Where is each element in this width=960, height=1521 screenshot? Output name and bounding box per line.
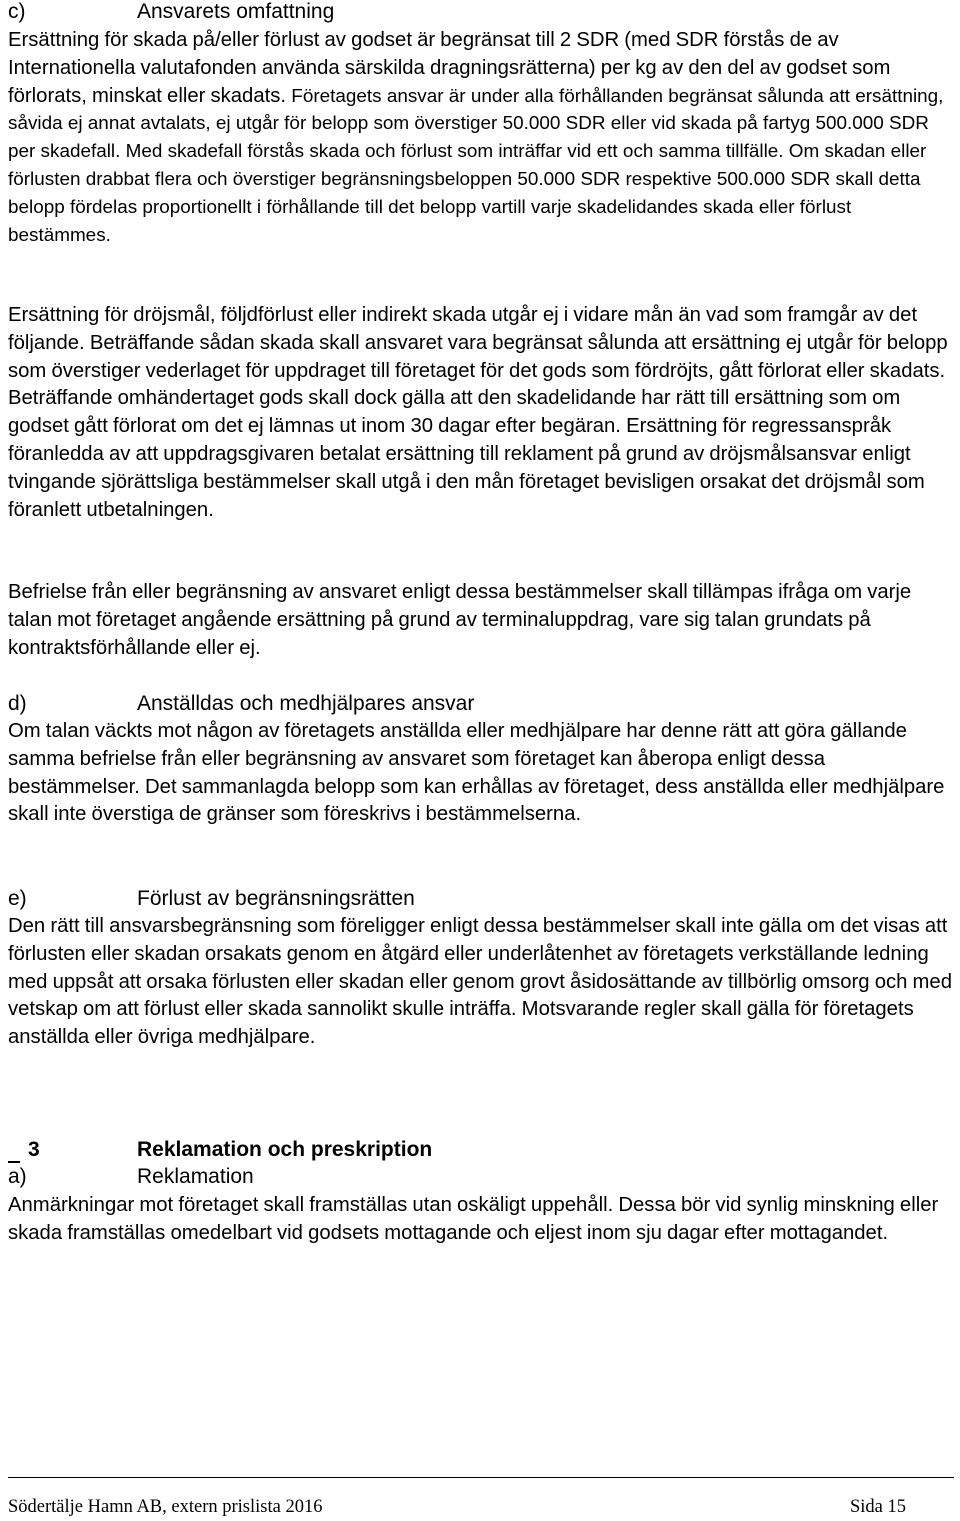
section-c-paragraph-1b: Företagets ansvar är under alla förhållanden begränsat sålunda att ersättning, såvida ej annat avtalats, ej utgår för belopp som överstiger 50.000 SDR eller vid skada på fartyg 500.000 SDR per skadefall. Med skadefall förstås skada och förlust som inträffar vid ett och samma tillfälle. Om skadan eller förlusten drabbat flera och överstiger begränsningsbeloppen 50.000 SDR respektive 500.000 SDR skall detta belopp fördelas proportionellt i förhållande till det belopp vartill varje skadelidandes skada eller förlust bestämmes. xyxy=(8,85,944,246)
section-d-number: d) xyxy=(8,692,27,715)
section-c-paragraph-1a: Ersättning för skada på/eller förlust av godset är begränsat till 2 SDR (med SDR förstås de av Internationella valutafonden använda särskilda dragningsrätterna) per kg av den del av godset som förlorats, minskat eller skadats. xyxy=(8,29,891,107)
section-3-number: 3 xyxy=(28,1138,40,1161)
section-c-paragraph-2: Ersättning för dröjsmål, följdförlust eller indirekt skada utgår ej i vidare mån än vad som framgår av det följande. Beträffande sådan skada skall ansvaret vara begränsat sålunda att ersättning ej utgår för belopp som överstiger vederlaget för uppdraget till företaget för det gods som fördröjts, gått förlorat eller skadats. Beträffande omhändertaget gods skall dock gälla att den skadelidande har rätt till ersättning som om godset gått förlorat om det ej lämnas ut inom 30 dagar efter begäran. Ersättning för regressanspråk föranledda av att uppdragsgivaren betalat ersättning till reklament på grund av dröjsmålsansvar enligt tvingande sjörättsliga bestämmelser skall utgå i den mån företaget bevisligen orsakat det dröjsmål som föranlett utbetalningen. xyxy=(8,304,948,521)
section-c-heading xyxy=(8,0,334,24)
section-d-heading xyxy=(8,692,474,716)
section-3a-number: a) xyxy=(8,1165,27,1188)
section-c-paragraph-1 xyxy=(8,27,953,249)
section-e-title: Förlust av begränsningsrätten xyxy=(137,887,415,910)
section-e-number: e) xyxy=(8,887,27,910)
section-e-paragraph: Den rätt till ansvarsbegränsning som föreligger enligt dessa bestämmelser skall inte gälla om det visas att förlusten eller skadan orsakats genom en åtgärd eller underlåtenhet av företagets verkställande ledning med uppsåt att orsaka förlusten eller skadan eller genom grovt åsidosättande av tillbörlig omsorg och med vetskap om att förlust eller skada sannolikt skulle inträffa. Motsvarande regler skall gälla för företagets anställda eller övriga medhjälpare. xyxy=(8,915,952,1049)
section-c-title: Ansvarets omfattning xyxy=(137,0,335,23)
section-c-paragraph-3: Befrielse från eller begränsning av ansvaret enligt dessa bestämmelser skall tillämpas ifråga om varje talan mot företaget angående ersättning på grund av terminaluppdrag, vare sig talan grundats på kontraktsförhållande eller ej. xyxy=(8,581,912,659)
section-d-title: Anställdas och medhjälpares ansvar xyxy=(137,692,475,715)
section-c-number: c) xyxy=(8,0,26,23)
section-3a-paragraph: Anmärkningar mot företaget skall framställas utan oskäligt uppehåll. Dessa bör vid synlig minskning eller skada framställas omedelbart vid godsets mottagande och eljest inom sju dagar efter mottagandet. xyxy=(8,1194,939,1244)
section-d-paragraph: Om talan väckts mot någon av företagets anställda eller medhjälpare har denne rätt att göra gällande samma befrielse från eller begränsning av ansvaret som företaget kan åberopa enligt dessa bestämmelser. Det sammanlagda belopp som kan erhållas av företaget, dess anställda eller medhjälpare skall inte överstiga de gränser som föreskrivs i bestämmelserna. xyxy=(8,720,945,826)
section-e-heading xyxy=(8,887,415,911)
section-3a-title: Reklamation xyxy=(137,1165,254,1188)
section-3a-heading xyxy=(8,1165,254,1189)
footer-page-number: Sida 15 xyxy=(849,1497,906,1517)
heading-marker xyxy=(8,1137,20,1163)
footer-company: Södertälje Hamn AB, extern prislista 2016 xyxy=(8,1497,323,1517)
section-3-title: Reklamation och preskription xyxy=(137,1138,433,1161)
section-3-heading xyxy=(28,1138,432,1162)
footer-divider xyxy=(8,1477,954,1478)
